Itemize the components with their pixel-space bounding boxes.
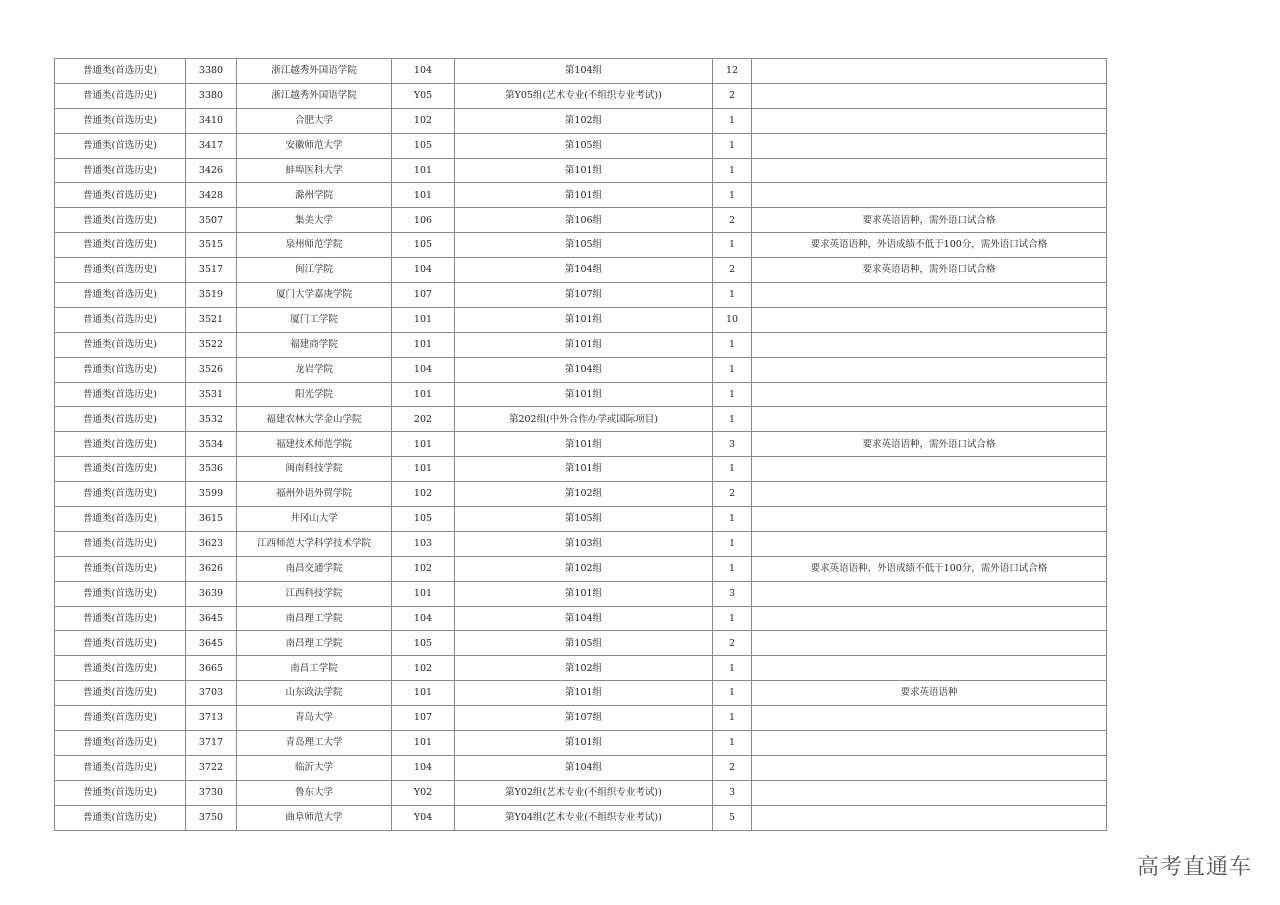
category-cell: 普通类(首选历史) <box>55 233 186 258</box>
plan-count-cell: 1 <box>713 731 752 756</box>
table-row <box>55 457 1107 482</box>
table-row <box>55 133 1107 158</box>
school-code-cell: 3410 <box>186 108 237 133</box>
remarks-cell: 要求英语语种，需外语口试合格 <box>752 258 1107 283</box>
watermark-text: 高考直通车 <box>1136 855 1252 880</box>
category-cell: 普通类(首选历史) <box>55 731 186 756</box>
group-name-cell: 第107组 <box>455 283 713 308</box>
school-code-cell: 3665 <box>186 656 237 681</box>
table-row <box>55 731 1107 756</box>
plan-count-cell: 3 <box>713 432 752 457</box>
category-cell: 普通类(首选历史) <box>55 780 186 805</box>
plan-count-cell: 1 <box>713 507 752 532</box>
school-name-cell: 南昌工学院 <box>237 656 392 681</box>
plan-count-cell: 1 <box>713 531 752 556</box>
remarks-cell <box>752 606 1107 631</box>
table-row <box>55 581 1107 606</box>
group-name-cell: 第105组 <box>455 133 713 158</box>
category-cell: 普通类(首选历史) <box>55 631 186 656</box>
plan-count-cell: 2 <box>713 258 752 283</box>
category-cell: 普通类(首选历史) <box>55 108 186 133</box>
group-code-cell: Y02 <box>392 780 455 805</box>
remarks-cell <box>752 755 1107 780</box>
remarks-cell <box>752 780 1107 805</box>
remarks-cell: 要求英语语种，外语成绩不低于100分，需外语口试合格 <box>752 556 1107 581</box>
school-name-cell: 曲阜师范大学 <box>237 805 392 830</box>
school-name-cell: 青岛大学 <box>237 706 392 731</box>
group-code-cell: 102 <box>392 556 455 581</box>
remarks-cell: 要求英语语种，外语成绩不低于100分，需外语口试合格 <box>752 233 1107 258</box>
school-code-cell: 3626 <box>186 556 237 581</box>
table-row <box>55 407 1107 432</box>
table-row <box>55 531 1107 556</box>
plan-count-cell: 3 <box>713 780 752 805</box>
table-row <box>55 706 1107 731</box>
category-cell: 普通类(首选历史) <box>55 581 186 606</box>
plan-count-cell: 1 <box>713 606 752 631</box>
table-row <box>55 83 1107 108</box>
table-row <box>55 332 1107 357</box>
group-name-cell: 第Y05组(艺术专业(不组织专业考试)) <box>455 83 713 108</box>
plan-count-cell: 10 <box>713 307 752 332</box>
group-code-cell: Y05 <box>392 83 455 108</box>
group-name-cell: 第101组 <box>455 382 713 407</box>
group-code-cell: 101 <box>392 731 455 756</box>
plan-count-cell: 2 <box>713 755 752 780</box>
plan-count-cell: 1 <box>713 656 752 681</box>
group-code-cell: 101 <box>392 307 455 332</box>
group-name-cell: 第101组 <box>455 307 713 332</box>
table-row <box>55 606 1107 631</box>
category-cell: 普通类(首选历史) <box>55 83 186 108</box>
category-cell: 普通类(首选历史) <box>55 133 186 158</box>
group-name-cell: 第102组 <box>455 108 713 133</box>
remarks-cell <box>752 357 1107 382</box>
remarks-cell <box>752 332 1107 357</box>
group-code-cell: 101 <box>392 183 455 208</box>
school-code-cell: 3645 <box>186 606 237 631</box>
table-row <box>55 805 1107 830</box>
admission-plan-table <box>54 58 1107 831</box>
school-code-cell: 3515 <box>186 233 237 258</box>
school-name-cell: 南昌理工学院 <box>237 606 392 631</box>
group-name-cell: 第105组 <box>455 507 713 532</box>
school-code-cell: 3722 <box>186 755 237 780</box>
plan-count-cell: 1 <box>713 283 752 308</box>
plan-count-cell: 2 <box>713 482 752 507</box>
group-name-cell: 第102组 <box>455 482 713 507</box>
table-row <box>55 631 1107 656</box>
category-cell: 普通类(首选历史) <box>55 507 186 532</box>
plan-count-cell: 5 <box>713 805 752 830</box>
remarks-cell <box>752 183 1107 208</box>
school-name-cell: 泉州师范学院 <box>237 233 392 258</box>
remarks-cell <box>752 706 1107 731</box>
school-name-cell: 集美大学 <box>237 208 392 233</box>
school-code-cell: 3531 <box>186 382 237 407</box>
group-code-cell: 105 <box>392 631 455 656</box>
category-cell: 普通类(首选历史) <box>55 283 186 308</box>
school-code-cell: 3428 <box>186 183 237 208</box>
remarks-cell <box>752 531 1107 556</box>
remarks-cell <box>752 83 1107 108</box>
plan-count-cell: 1 <box>713 457 752 482</box>
school-name-cell: 井冈山大学 <box>237 507 392 532</box>
school-name-cell: 滁州学院 <box>237 183 392 208</box>
school-code-cell: 3713 <box>186 706 237 731</box>
school-code-cell: 3615 <box>186 507 237 532</box>
category-cell: 普通类(首选历史) <box>55 357 186 382</box>
group-name-cell: 第101组 <box>455 581 713 606</box>
group-code-cell: 107 <box>392 283 455 308</box>
school-code-cell: 3703 <box>186 681 237 706</box>
table-row <box>55 556 1107 581</box>
table-row <box>55 258 1107 283</box>
category-cell: 普通类(首选历史) <box>55 307 186 332</box>
table-row <box>55 307 1107 332</box>
school-name-cell: 青岛理工大学 <box>237 731 392 756</box>
school-code-cell: 3534 <box>186 432 237 457</box>
group-name-cell: 第104组 <box>455 755 713 780</box>
group-name-cell: 第102组 <box>455 556 713 581</box>
category-cell: 普通类(首选历史) <box>55 706 186 731</box>
group-code-cell: 103 <box>392 531 455 556</box>
table-row <box>55 681 1107 706</box>
group-code-cell: 202 <box>392 407 455 432</box>
category-cell: 普通类(首选历史) <box>55 59 186 84</box>
category-cell: 普通类(首选历史) <box>55 805 186 830</box>
group-code-cell: 104 <box>392 606 455 631</box>
category-cell: 普通类(首选历史) <box>55 606 186 631</box>
school-name-cell: 闽江学院 <box>237 258 392 283</box>
school-name-cell: 龙岩学院 <box>237 357 392 382</box>
group-code-cell: 105 <box>392 233 455 258</box>
group-name-cell: 第202组(中外合作办学或国际项目) <box>455 407 713 432</box>
category-cell: 普通类(首选历史) <box>55 382 186 407</box>
group-code-cell: 101 <box>392 681 455 706</box>
group-name-cell: 第104组 <box>455 606 713 631</box>
group-code-cell: 104 <box>392 59 455 84</box>
school-name-cell: 厦门工学院 <box>237 307 392 332</box>
school-name-cell: 福建商学院 <box>237 332 392 357</box>
school-name-cell: 浙江越秀外国语学院 <box>237 83 392 108</box>
category-cell: 普通类(首选历史) <box>55 432 186 457</box>
table-row <box>55 59 1107 84</box>
group-name-cell: 第Y04组(艺术专业(不组织专业考试)) <box>455 805 713 830</box>
group-name-cell: 第101组 <box>455 183 713 208</box>
group-code-cell: 102 <box>392 482 455 507</box>
group-code-cell: 101 <box>392 382 455 407</box>
school-code-cell: 3532 <box>186 407 237 432</box>
group-code-cell: 102 <box>392 656 455 681</box>
group-name-cell: 第105组 <box>455 233 713 258</box>
school-name-cell: 合肥大学 <box>237 108 392 133</box>
school-code-cell: 3426 <box>186 158 237 183</box>
group-code-cell: 105 <box>392 133 455 158</box>
school-code-cell: 3526 <box>186 357 237 382</box>
plan-count-cell: 1 <box>713 108 752 133</box>
group-name-cell: 第103组 <box>455 531 713 556</box>
school-name-cell: 江西师范大学科学技术学院 <box>237 531 392 556</box>
table-row <box>55 283 1107 308</box>
plan-count-cell: 1 <box>713 357 752 382</box>
table-row <box>55 507 1107 532</box>
school-code-cell: 3730 <box>186 780 237 805</box>
remarks-cell: 要求英语语种，需外语口试合格 <box>752 208 1107 233</box>
school-name-cell: 厦门大学嘉庚学院 <box>237 283 392 308</box>
remarks-cell <box>752 108 1107 133</box>
group-code-cell: 106 <box>392 208 455 233</box>
group-code-cell: 101 <box>392 332 455 357</box>
table-row <box>55 158 1107 183</box>
group-name-cell: 第101组 <box>455 457 713 482</box>
school-name-cell: 南昌理工学院 <box>237 631 392 656</box>
school-code-cell: 3522 <box>186 332 237 357</box>
group-code-cell: 107 <box>392 706 455 731</box>
school-code-cell: 3521 <box>186 307 237 332</box>
plan-count-cell: 1 <box>713 407 752 432</box>
remarks-cell <box>752 133 1107 158</box>
plan-count-cell: 2 <box>713 83 752 108</box>
table-row <box>55 656 1107 681</box>
school-name-cell: 福建技术师范学院 <box>237 432 392 457</box>
school-code-cell: 3599 <box>186 482 237 507</box>
school-code-cell: 3536 <box>186 457 237 482</box>
remarks-cell <box>752 457 1107 482</box>
table-row <box>55 780 1107 805</box>
category-cell: 普通类(首选历史) <box>55 482 186 507</box>
plan-count-cell: 1 <box>713 382 752 407</box>
school-code-cell: 3380 <box>186 59 237 84</box>
school-code-cell: 3639 <box>186 581 237 606</box>
remarks-cell <box>752 507 1107 532</box>
table-row <box>55 108 1107 133</box>
table-row <box>55 208 1107 233</box>
group-code-cell: 101 <box>392 432 455 457</box>
remarks-cell <box>752 805 1107 830</box>
plan-count-cell: 2 <box>713 208 752 233</box>
group-name-cell: 第104组 <box>455 59 713 84</box>
group-name-cell: 第104组 <box>455 357 713 382</box>
category-cell: 普通类(首选历史) <box>55 556 186 581</box>
category-cell: 普通类(首选历史) <box>55 158 186 183</box>
school-name-cell: 福建农林大学金山学院 <box>237 407 392 432</box>
remarks-cell <box>752 382 1107 407</box>
school-code-cell: 3517 <box>186 258 237 283</box>
group-code-cell: 104 <box>392 258 455 283</box>
school-name-cell: 鲁东大学 <box>237 780 392 805</box>
school-name-cell: 安徽师范大学 <box>237 133 392 158</box>
group-code-cell: 105 <box>392 507 455 532</box>
school-code-cell: 3645 <box>186 631 237 656</box>
table-row <box>55 183 1107 208</box>
school-name-cell: 闽南科技学院 <box>237 457 392 482</box>
school-name-cell: 临沂大学 <box>237 755 392 780</box>
remarks-cell <box>752 482 1107 507</box>
school-code-cell: 3750 <box>186 805 237 830</box>
group-code-cell: 102 <box>392 108 455 133</box>
group-name-cell: 第101组 <box>455 332 713 357</box>
group-code-cell: 101 <box>392 457 455 482</box>
category-cell: 普通类(首选历史) <box>55 183 186 208</box>
group-name-cell: 第101组 <box>455 681 713 706</box>
plan-count-cell: 2 <box>713 631 752 656</box>
table-row <box>55 755 1107 780</box>
table-row <box>55 432 1107 457</box>
plan-count-cell: 1 <box>713 706 752 731</box>
school-code-cell: 3417 <box>186 133 237 158</box>
group-name-cell: 第102组 <box>455 656 713 681</box>
remarks-cell <box>752 307 1107 332</box>
remarks-cell: 要求英语语种，需外语口试合格 <box>752 432 1107 457</box>
category-cell: 普通类(首选历史) <box>55 681 186 706</box>
group-name-cell: 第Y02组(艺术专业(不组织专业考试)) <box>455 780 713 805</box>
school-name-cell: 江西科技学院 <box>237 581 392 606</box>
remarks-cell <box>752 283 1107 308</box>
school-name-cell: 蚌埠医科大学 <box>237 158 392 183</box>
plan-count-cell: 1 <box>713 233 752 258</box>
group-name-cell: 第105组 <box>455 631 713 656</box>
category-cell: 普通类(首选历史) <box>55 407 186 432</box>
plan-count-cell: 1 <box>713 133 752 158</box>
plan-count-cell: 3 <box>713 581 752 606</box>
group-name-cell: 第101组 <box>455 432 713 457</box>
table-body <box>55 59 1107 831</box>
school-name-cell: 南昌交通学院 <box>237 556 392 581</box>
plan-count-cell: 1 <box>713 681 752 706</box>
group-name-cell: 第104组 <box>455 258 713 283</box>
table-row <box>55 382 1107 407</box>
table-row <box>55 357 1107 382</box>
school-name-cell: 浙江越秀外国语学院 <box>237 59 392 84</box>
category-cell: 普通类(首选历史) <box>55 755 186 780</box>
plan-count-cell: 12 <box>713 59 752 84</box>
table-row <box>55 233 1107 258</box>
school-code-cell: 3380 <box>186 83 237 108</box>
group-name-cell: 第101组 <box>455 731 713 756</box>
remarks-cell <box>752 581 1107 606</box>
group-code-cell: 104 <box>392 357 455 382</box>
admission-plan-table-container <box>54 58 1106 831</box>
plan-count-cell: 1 <box>713 556 752 581</box>
category-cell: 普通类(首选历史) <box>55 258 186 283</box>
school-code-cell: 3507 <box>186 208 237 233</box>
school-name-cell: 阳光学院 <box>237 382 392 407</box>
remarks-cell <box>752 731 1107 756</box>
category-cell: 普通类(首选历史) <box>55 656 186 681</box>
school-name-cell: 山东政法学院 <box>237 681 392 706</box>
category-cell: 普通类(首选历史) <box>55 457 186 482</box>
category-cell: 普通类(首选历史) <box>55 208 186 233</box>
school-code-cell: 3623 <box>186 531 237 556</box>
school-code-cell: 3519 <box>186 283 237 308</box>
school-code-cell: 3717 <box>186 731 237 756</box>
plan-count-cell: 1 <box>713 158 752 183</box>
group-name-cell: 第107组 <box>455 706 713 731</box>
remarks-cell <box>752 631 1107 656</box>
remarks-cell <box>752 158 1107 183</box>
school-name-cell: 福州外语外贸学院 <box>237 482 392 507</box>
remarks-cell <box>752 407 1107 432</box>
group-code-cell: 104 <box>392 755 455 780</box>
group-code-cell: Y04 <box>392 805 455 830</box>
plan-count-cell: 1 <box>713 183 752 208</box>
category-cell: 普通类(首选历史) <box>55 531 186 556</box>
group-name-cell: 第106组 <box>455 208 713 233</box>
remarks-cell: 要求英语语种 <box>752 681 1107 706</box>
plan-count-cell: 1 <box>713 332 752 357</box>
group-code-cell: 101 <box>392 581 455 606</box>
remarks-cell <box>752 59 1107 84</box>
group-name-cell: 第101组 <box>455 158 713 183</box>
remarks-cell <box>752 656 1107 681</box>
group-code-cell: 101 <box>392 158 455 183</box>
table-row <box>55 482 1107 507</box>
category-cell: 普通类(首选历史) <box>55 332 186 357</box>
